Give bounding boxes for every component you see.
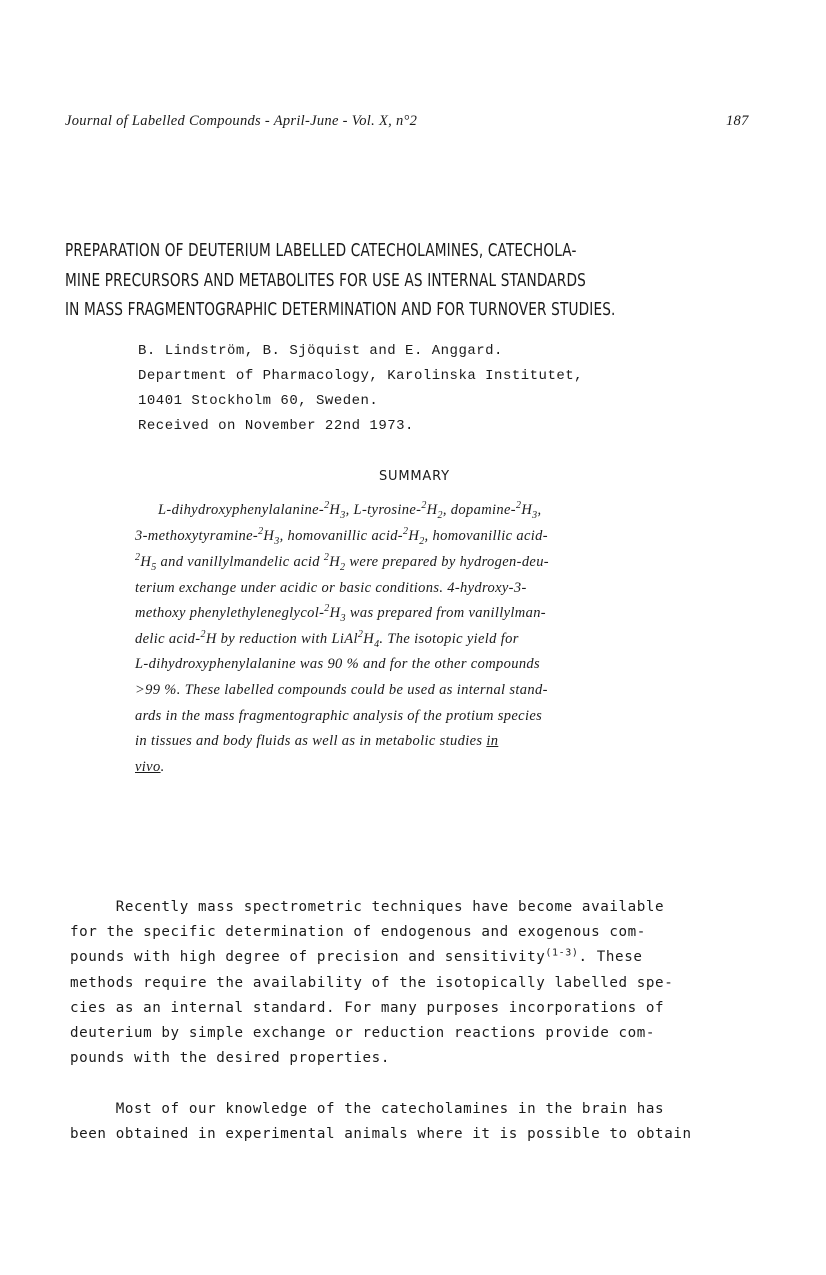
summary-line: L-dihydroxyphenylalanine was 90 % and for the other compounds — [135, 656, 541, 672]
title-line-3: IN MASS FRAGMENTOGRAPHIC DETERMINATION AND FOR TURNOVER STUDIES. — [65, 300, 616, 320]
authors: B. Lindström, B. Sjöquist and E. Anggard. — [138, 343, 503, 359]
summary-line: in tissues and body fluids as well as in metabolic studies in — [135, 733, 499, 749]
department: Department of Pharmacology, Karolinska Institutet, — [138, 368, 584, 384]
body-line: deuterium by simple exchange or reduction reactions provide com- — [70, 1025, 656, 1041]
summary-line: $^2H_5$ and vanillylmandelic acid $^2H_2$ were prepared by hydrogen-deu- — [135, 552, 549, 573]
summary-line: $L-dihydroxyphenylalanine-^2H_3$, $L-tyrosine-^2H_2$, dopamine-$^2H_3$, — [158, 500, 542, 521]
body-line: cies as an internal standard. For many purposes incorporations of — [70, 1000, 665, 1016]
summary-line: $3-methoxytyramine-^2H_3$, homovanillic acid-$^2H_2$, homovanillic acid- — [135, 526, 548, 547]
body-line: methods require the availability of the isotopically labelled spe- — [70, 975, 674, 991]
address: 10401 Stockholm 60, Sweden. — [138, 393, 379, 409]
body-line: Most of our knowledge of the catecholamines in the brain has — [70, 1101, 665, 1117]
page-number: 187 — [726, 113, 749, 129]
summary-line: methoxy phenylethyleneglycol-$^2H_3$ was prepared from vanillylman- — [135, 603, 546, 624]
title-line-1: PREPARATION OF DEUTERIUM LABELLED CATECHOLAMINES, CATECHOLA- — [65, 241, 577, 261]
summary-line: terium exchange under acidic or basic conditions. 4-hydroxy-3- — [135, 580, 527, 596]
title-line-2: MINE PRECURSORS AND METABOLITES FOR USE AS INTERNAL STANDARDS — [65, 271, 586, 291]
body-line: Recently mass spectrometric techniques have become available — [70, 899, 665, 915]
summary-line: delic acid-$^2$H by reduction with $LiAl^2H_4$. The isotopic yield for — [135, 629, 519, 650]
summary-line: >99 %. These labelled compounds could be used as internal stand- — [135, 682, 548, 698]
body-line: pounds with high degree of precision and sensitivity$^{(1-3)}$. These — [70, 947, 643, 965]
body-line: pounds with the desired properties. — [70, 1050, 390, 1066]
summary-heading: SUMMARY — [379, 469, 450, 484]
summary-line: vivo. — [135, 759, 165, 775]
body-line: for the specific determination of endogenous and exogenous com- — [70, 924, 646, 940]
received-date: Received on November 22nd 1973. — [138, 418, 414, 434]
summary-line: ards in the mass fragmentographic analysis of the protium species — [135, 708, 543, 724]
body-line: been obtained in experimental animals where it is possible to obtain — [70, 1126, 692, 1142]
journal-header: Journal of Labelled Compounds - April-June - Vol. X, n°2 — [65, 113, 418, 129]
